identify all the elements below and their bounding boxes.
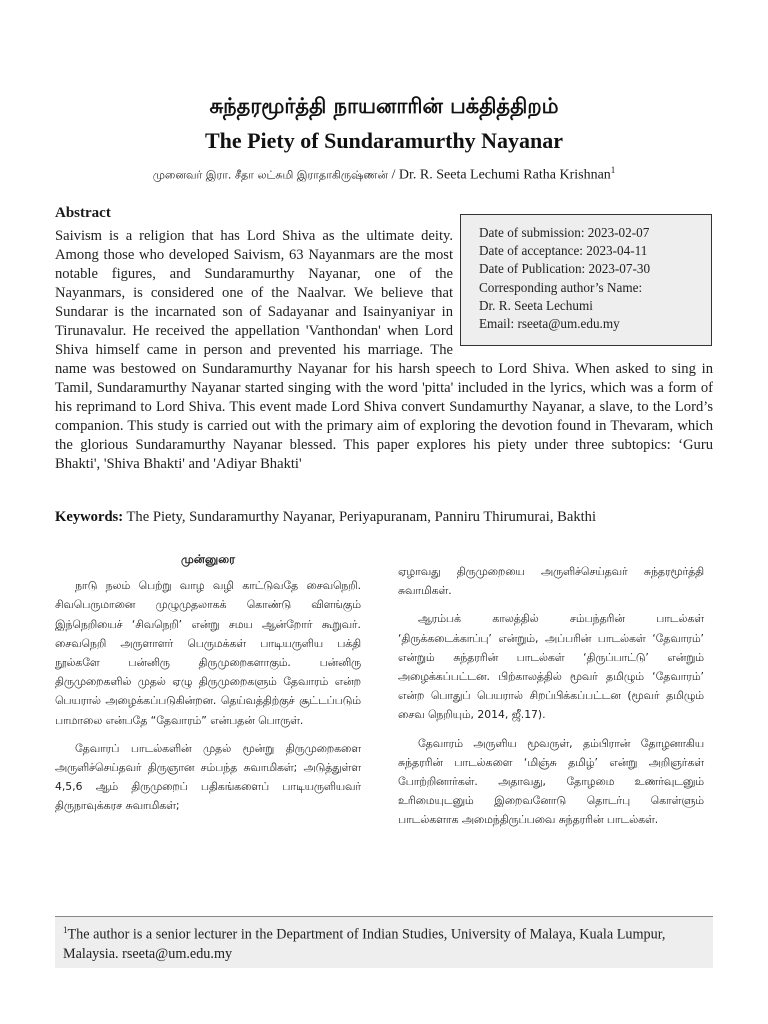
paragraph: ஆரம்பக் காலத்தில் சம்பந்தரின் பாடல்கள் ‘திருக்கடைக்காப்பு’ என்றும், அப்பரின் பாடல்கள் ‘தேவாரம்’ என்றும் சுந்தரரின் பாடல்கள் ‘திருப்பாட்டு’ என்றும் அழைக்கப்பட்டன. பிற்காலத்தில் மூவர் தமிழும் ‘தேவாரம்’ என்ற பொதுப் பெயரால் சிறப்பிக்கப்பட்டன (மூவர் தமிழும் சைவ நெறியும், 2014, ஜீ.17). — [398, 612, 704, 722]
paragraph: நாடு நலம் பெற்று வாழ வழி காட்டுவதே சைவநெறி. சிவபெருமானை முழுமுதலாகக் கொண்டு விளங்கும் இந்நெறியைச் ‘சிவநெறி’ என்று சமய ஆன்றோர் கூறுவர். சைவநெறி அருளாளர் பெருமக்கள் பாடியருளிய பக்தி நூல்களே பன்னிரு திருமுறைகளாகும். பன்னிரு திருமுறைகளில் முதல் ஏழு திருமுறைகளும் தேவாரம் என்ற பெயரால் அழைக்கப்படுகின்றன. தெய்வத்திற்குச் சூட்டப்படும் பாமாலை என்பதே “தேவாரம்” என்பதன் பொருள். — [55, 579, 361, 727]
author-separator: / — [388, 167, 399, 183]
section-heading-introduction: முன்னுரை — [180, 552, 236, 566]
submission-info-box — [460, 214, 712, 346]
abstract-text: Saivism is a religion that has Lord Shiva as the ultimate deity. Among those who developed Saivism, 63 Nayanmars are the most notable figures, and Sundaramurthy Nayanar, one of the Nayanmars, is considered one of the Naalvar. We believe that Sundarar is the incarnated son of Sadayanar and Isainyaniyar in Tirunavalur. He received the appellation 'Vanthondan' when Lord Shiva himself came in person and prevented his marriage. The name was bestowed on Sundaramurthy Nayanar for his harsh speech to Lord Shiva. When asked to sing in Tamil, Sundaramurthy Nayanar started singing with the word 'pitta' included in the lyrics, which was a form of his reprimand to Lord Shiva. This event made Lord Shiva convert Sundamurthy Nayanar, a slave, to the Lord’s companion. This study is carried out with the primary aim of exploring the devotion found in Thevaram, which the glorious Sundaramurthy Nayanar blessed. This paper explores his piety under three subtopics: ‘Guru Bhakti', 'Shiva Bhakti' and 'Adiyar Bhakti' — [55, 228, 713, 472]
author-footnote-mark: 1 — [610, 165, 616, 175]
keywords-label: Keywords: — [55, 509, 124, 525]
paragraph: ஏழாவது திருமுறையை அருளிச்செய்தவர் சுந்தரமூர்த்தி சுவாமிகள். — [398, 565, 704, 598]
abstract-heading: Abstract — [55, 205, 111, 221]
date-of-acceptance: Date of acceptance: 2023-04-11 — [479, 243, 648, 259]
corresponding-author-label: Corresponding author’s Name: — [479, 279, 643, 295]
corresponding-author-email: Email: rseeta@um.edu.my — [479, 316, 620, 332]
keywords-text: The Piety, Sundaramurthy Nayanar, Periyapuranam, Panniru Thirumurai, Bakthi — [123, 509, 597, 525]
corresponding-author-name: Dr. R. Seeta Lechumi — [479, 297, 593, 313]
paragraph: தேவாரப் பாடல்களின் முதல் மூன்று திருமுறைகளை அருளிச்செய்தவர் திருஞான சம்பந்த சுவாமிகள்; அடுத்துள்ள 4,5,6 ஆம் திருமுறைப் பதிகங்களைப் பாடியருளியவர் திருநாவுக்கரச சுவாமிகள்; — [55, 741, 361, 813]
right-column — [398, 562, 704, 839]
footnote-mark: 1 — [63, 925, 68, 935]
author-tamil: முனைவர் இரா. சீதா லட்சுமி இராதாகிருஷ்ணன் — [152, 168, 388, 182]
author-english: Dr. R. Seeta Lechumi Ratha Krishnan — [398, 167, 611, 183]
footnote-text: The author is a senior lecturer in the Department of Indian Studies, University of Malaya, Kuala Lumpur, Malaysia. rseeta@um.edu.my — [63, 926, 666, 963]
title-english: The Piety of Sundaramurthy Nayanar — [204, 128, 564, 153]
left-column — [55, 550, 361, 825]
title-tamil: சுந்தரமூர்த்தி நாயனாரின் பக்தித்திறம் — [209, 94, 559, 118]
footnote — [55, 916, 713, 968]
date-of-submission: Date of submission: 2023-02-07 — [479, 225, 650, 240]
paragraph: தேவாரம் அருளிய மூவருள், தம்பிரான் தோழனாகிய சுந்தரரின் பாடல்களை ‘மிஞ்சு தமிழ்’ என்று அறிஞர்கள் போற்றினார்கள். அதாவது, தோழமை உணர்வுடனும் உரிமையுடனும் இறைவனோடு தொடர்பு கொள்ளும் பாடல்களாக அமைந்திருப்பவை சுந்தரரின் பாடல்கள். — [398, 736, 704, 827]
author-line — [0, 165, 768, 184]
date-of-publication: Date of Publication: 2023-07-30 — [479, 261, 651, 277]
keywords — [55, 509, 713, 526]
